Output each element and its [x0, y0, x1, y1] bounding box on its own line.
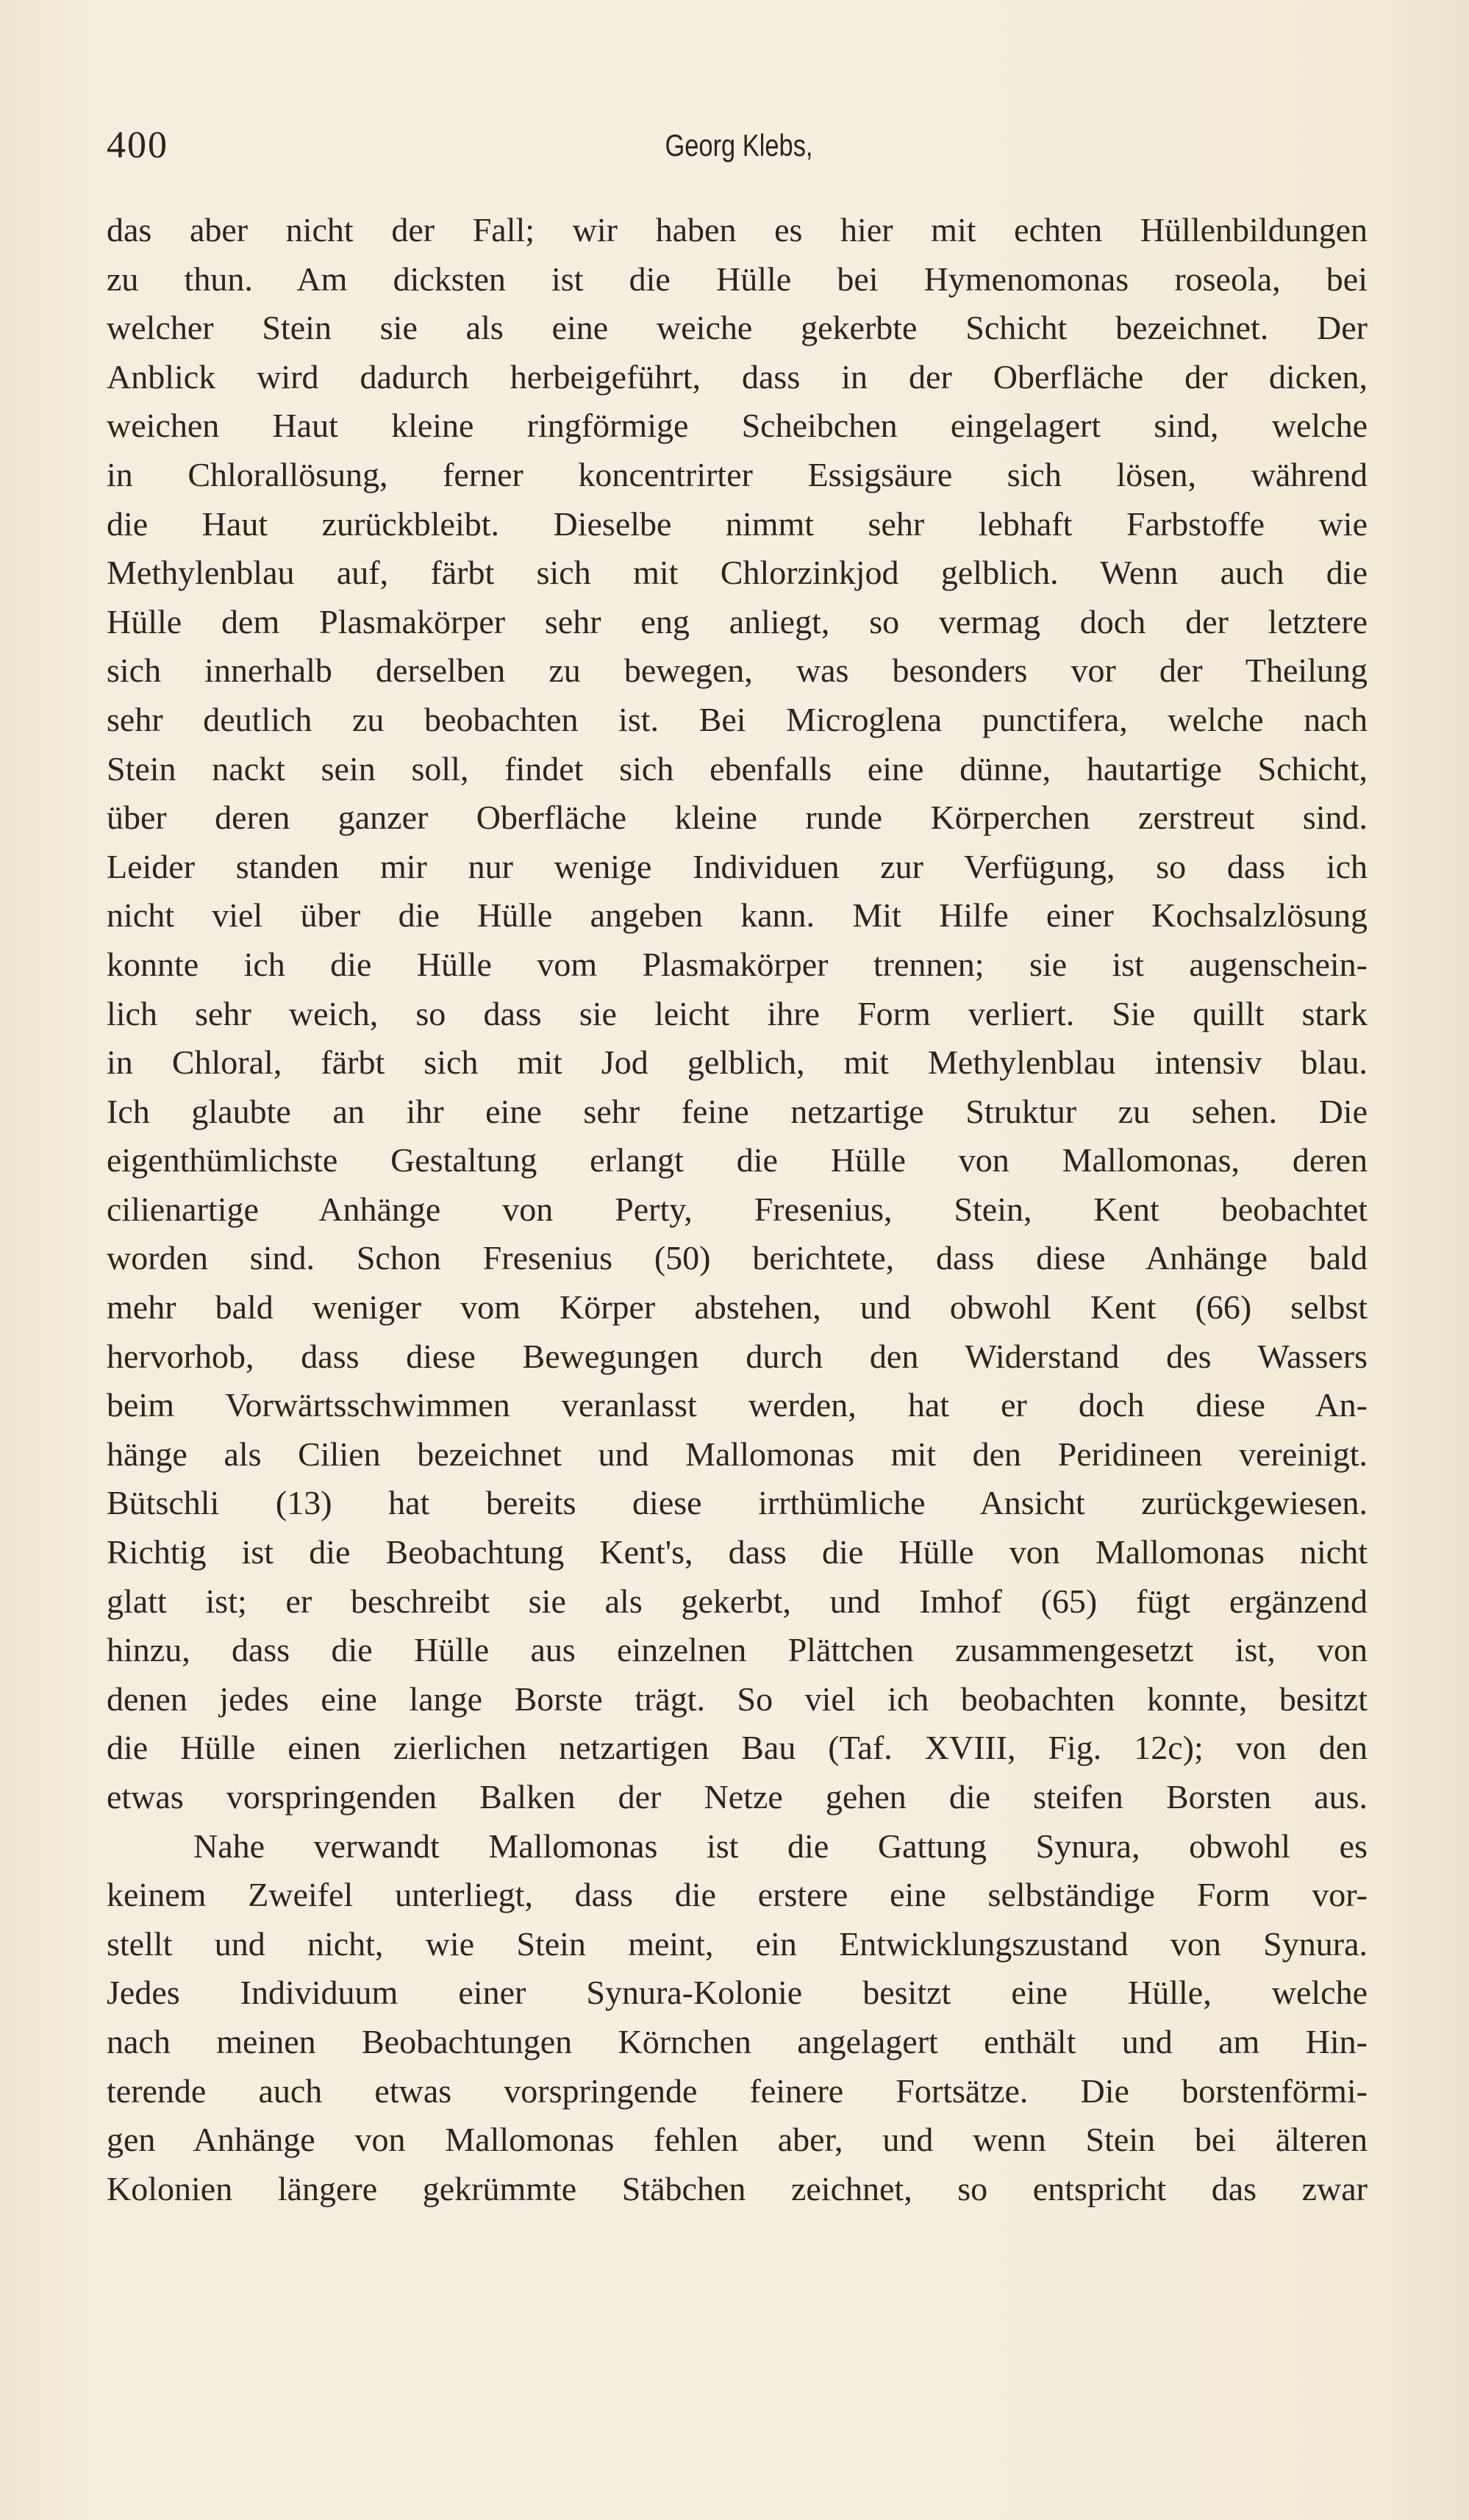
text-line: konnte ich die Hülle vom Plasmakörper trennen; sie ist augenschein-	[107, 945, 1368, 983]
text-line: glatt ist; er beschreibt sie als gekerbt, und Imhof (65) fügt ergänzend	[107, 1582, 1368, 1620]
text-line: nach meinen Beobachtungen Körnchen angelagert enthält und am Hin-	[107, 2022, 1368, 2060]
text-line: Jedes Individuum einer Synura-Kolonie besitzt eine Hülle, welche	[107, 1974, 1368, 2012]
text-line: hervorhob, dass diese Bewegungen durch den Widerstand des Wassers	[107, 1337, 1368, 1375]
text-line: etwas vorspringenden Balken der Netze gehen die steifen Borsten aus.	[107, 1778, 1368, 1816]
text-line: welcher Stein sie als eine weiche gekerbte Schicht bezeichnet. Der	[107, 309, 1368, 347]
text-line: beim Vorwärtsschwimmen veranlasst werden, hat er doch diese An-	[107, 1386, 1368, 1424]
text-line: Kolonien längere gekrümmte Stäbchen zeichnet, so entspricht das zwar	[107, 2169, 1368, 2207]
text-line: nicht viel über die Hülle angeben kann. Mit Hilfe einer Kochsalzlösung	[107, 896, 1368, 935]
running-head: Georg Klebs,	[665, 128, 813, 163]
text-line: lich sehr weich, so dass sie leicht ihre Form verliert. Sie quillt stark	[107, 994, 1368, 1032]
text-line: hänge als Cilien bezeichnet und Mallomonas mit den Peridineen vereinigt.	[107, 1435, 1368, 1473]
text-line: hinzu, dass die Hülle aus einzelnen Plättchen zusammengesetzt ist, von	[107, 1631, 1368, 1669]
text-line: keinem Zweifel unterliegt, dass die erstere eine selbständige Form vor-	[107, 1876, 1368, 1914]
text-line: gen Anhänge von Mallomonas fehlen aber, und wenn Stein bei älteren	[107, 2121, 1368, 2159]
text-line: in Chlorallösung, ferner koncentrirter Essigsäure sich lösen, während	[107, 455, 1368, 493]
text-line: Leider standen mir nur wenige Individuen zur Verfügung, so dass ich	[107, 847, 1368, 885]
text-line: sehr deutlich zu beobachten ist. Bei Microglena punctifera, welche nach	[107, 700, 1368, 738]
text-line: worden sind. Schon Fresenius (50) berichtete, dass diese Anhänge bald	[107, 1239, 1368, 1277]
text-line: Anblick wird dadurch herbeigeführt, dass in der Oberfläche der dicken,	[107, 357, 1368, 396]
text-line: weichen Haut kleine ringförmige Scheibchen eingelagert sind, welche	[107, 407, 1368, 445]
text-line: die Hülle einen zierlichen netzartigen Bau (Taf. XVIII, Fig. 12c); von den	[107, 1729, 1368, 1767]
text-line: das aber nicht der Fall; wir haben es hier mit echten Hüllenbildungen	[107, 211, 1368, 249]
text-line: Stein nackt sein soll, findet sich ebenfalls eine dünne, hautartige Schicht,	[107, 749, 1368, 788]
text-line: eigenthümlichste Gestaltung erlangt die Hülle von Mallomonas, deren	[107, 1141, 1368, 1179]
text-line: zu thun. Am dicksten ist die Hülle bei Hymenomonas roseola, bei	[107, 260, 1368, 298]
text-line: denen jedes eine lange Borste trägt. So viel ich beobachten konnte, besitzt	[107, 1680, 1368, 1718]
text-line: stellt und nicht, wie Stein meint, ein Entwicklungszustand von Synura.	[107, 1924, 1368, 1963]
text-line: mehr bald weniger vom Körper abstehen, und obwohl Kent (66) selbst	[107, 1288, 1368, 1327]
text-line: cilienartige Anhänge von Perty, Fresenius, Stein, Kent beobachtet	[107, 1190, 1368, 1228]
text-line: terende auch etwas vorspringende feinere Fortsätze. Die borstenförmi-	[107, 2071, 1368, 2110]
page-number: 400	[107, 124, 168, 166]
body-text	[107, 206, 1368, 2213]
text-line: über deren ganzer Oberfläche kleine runde Körperchen zerstreut sind.	[107, 799, 1368, 837]
text-line: Nahe verwandt Mallomonas ist die Gattung Synura, obwohl es	[193, 1827, 1368, 1865]
text-line: Hülle dem Plasmakörper sehr eng anliegt, so vermag doch der letztere	[107, 602, 1368, 640]
text-line: Ich glaubte an ihr eine sehr feine netzartige Struktur zu sehen. Die	[107, 1092, 1368, 1130]
page-header	[107, 124, 1371, 175]
text-line: die Haut zurückbleibt. Dieselbe nimmt sehr lebhaft Farbstoffe wie	[107, 504, 1368, 543]
text-line: Bütschli (13) hat bereits diese irrthümliche Ansicht zurückgewiesen.	[107, 1484, 1368, 1522]
text-line: Methylenblau auf, färbt sich mit Chlorzinkjod gelblich. Wenn auch die	[107, 554, 1368, 592]
text-line: in Chloral, färbt sich mit Jod gelblich, mit Methylenblau intensiv blau.	[107, 1043, 1368, 1082]
text-line: sich innerhalb derselben zu bewegen, was besonders vor der Theilung	[107, 652, 1368, 690]
text-line: Richtig ist die Beobachtung Kent's, dass die Hülle von Mallomonas nicht	[107, 1533, 1368, 1571]
